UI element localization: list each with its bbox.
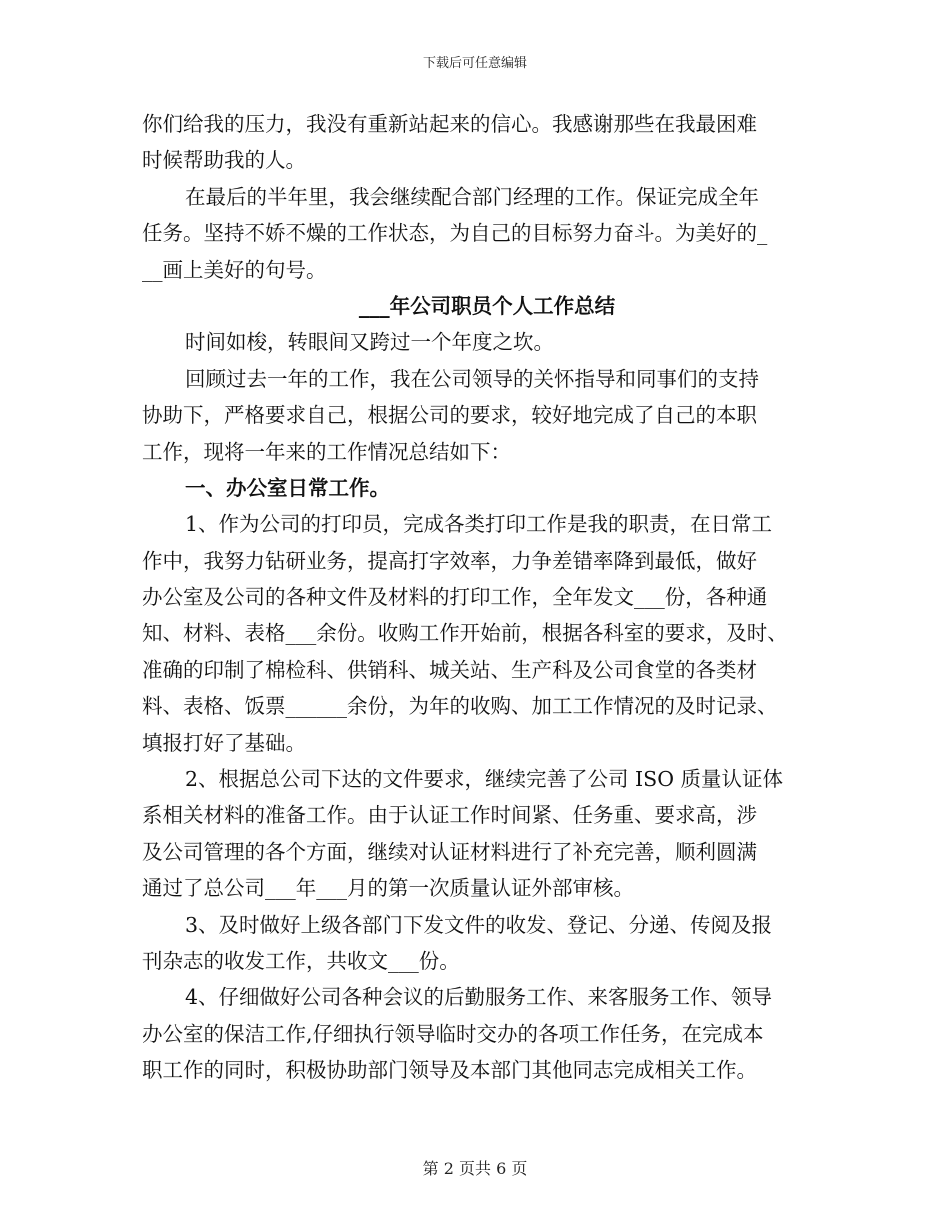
paragraph-line: 通过了总公司___年___月的第一次质量认证外部审核。 <box>142 876 634 901</box>
paragraph-line: 职工作的同时，积极协助部门领导及本部门其他同志完成相关工作。 <box>142 1058 757 1083</box>
paragraph-line: __画上美好的句号。 <box>142 257 327 282</box>
paragraph-line: 时候帮助我的人。 <box>142 148 306 173</box>
paragraph-line: 时间如梭，转眼间又跨过一个年度之坎。 <box>185 330 554 355</box>
paragraph-line: 办公室的保洁工作,仔细执行领导临时交办的各项工作任务，在完成本 <box>142 1021 764 1046</box>
paragraph-line: 作中，我努力钻研业务，提高打字效率，力争差错率降到最低，做好 <box>142 548 757 573</box>
paragraph-line: 1、作为公司的打印员，完成各类打印工作是我的职责，在日常工 <box>185 512 773 537</box>
subsection-heading: 一、办公室日常工作。 <box>185 475 390 500</box>
paragraph-line: 及公司管理的各个方面，继续对认证材料进行了补充完善，顺利圆满 <box>142 839 757 864</box>
paragraph-line: 刊杂志的收发工作，共收文___份。 <box>142 948 460 973</box>
paragraph-line: 填报打好了基础。 <box>142 730 306 755</box>
paragraph-line: 办公室及公司的各种文件及材料的打印工作，全年发文___份，各种通 <box>142 585 768 610</box>
section-title: ___年公司职员个人工作总结 <box>358 293 616 318</box>
paragraph-line: 3、及时做好上级各部门下发文件的收发、登记、分递、传阅及报 <box>185 912 773 937</box>
paragraph-line: 任务。坚持不娇不燥的工作状态，为自己的目标努力奋斗。为美好的_ <box>142 221 768 246</box>
paragraph-line: 知、材料、表格___余份。收购工作开始前，根据各科室的要求，及时、 <box>142 621 788 646</box>
paragraph-line: 料、表格、饭票______余份，为年的收购、加工工作情况的及时记录、 <box>142 694 778 719</box>
paragraph-line: 工作，现将一年来的工作情况总结如下： <box>142 439 511 464</box>
paragraph-line: 在最后的半年里，我会继续配合部门经理的工作。保证完成全年 <box>185 184 759 209</box>
paragraph-line: 协助下，严格要求自己，根据公司的要求，较好地完成了自己的本职 <box>142 403 757 428</box>
paragraph-line: 2、根据总公司下达的文件要求，继续完善了公司 ISO 质量认证体 <box>185 767 784 792</box>
page-header: 下载后可任意编辑 <box>422 56 527 71</box>
paragraph-line: 回顾过去一年的工作，我在公司领导的关怀指导和同事们的支持 <box>185 366 759 391</box>
paragraph-line: 你们给我的压力，我没有重新站起来的信心。我感谢那些在我最困难 <box>142 112 757 136</box>
document-body <box>142 106 832 1089</box>
paragraph-line: 系相关材料的准备工作。由于认证工作时间紧、任务重、要求高，涉 <box>142 803 757 828</box>
page-footer: 第 2 页共 6 页 <box>422 1159 528 1178</box>
paragraph-line: 4、仔细做好公司各种会议的后勤服务工作、来客服务工作、领导 <box>185 985 773 1010</box>
paragraph-line: 准确的印制了棉检科、供销科、城关站、生产科及公司食堂的各类材 <box>142 657 757 682</box>
